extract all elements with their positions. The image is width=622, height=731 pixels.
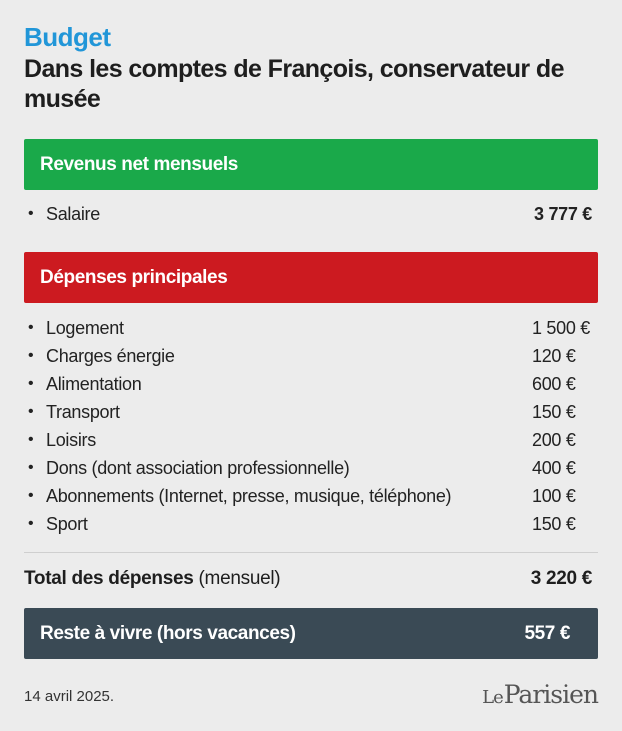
headline: Dans les comptes de François, conservateur de musée [24,55,564,113]
remainder-amount: 557 € [524,622,570,644]
expense-row [24,398,598,426]
total-row [24,564,598,594]
remainder-bar [24,608,598,659]
income-amount: 3 777 € [534,203,592,224]
expense-amount: 600 € [532,373,576,394]
expense-label: Dons (dont association professionnelle) [46,457,350,478]
kicker: Budget [24,22,111,52]
expense-label: Abonnements (Internet, presse, musique, téléphone) [46,485,452,506]
bullet-icon: • [28,487,34,504]
expense-amount: 150 € [532,401,576,422]
expense-label: Transport [46,401,120,422]
expense-label: Alimentation [46,373,142,394]
divider [24,552,598,553]
expense-amount: 1 500 € [532,317,590,338]
expenses-title: Dépenses principales [40,266,228,288]
logo-name: Parisien [503,680,598,709]
logo-le: Le [482,687,503,708]
bullet-icon: • [28,319,34,336]
expense-row [24,342,598,370]
expense-amount: 100 € [532,485,576,506]
total-sublabel: (mensuel) [198,568,281,589]
expense-label: Sport [46,513,88,534]
expense-row [24,510,598,538]
expense-row [24,314,598,342]
expense-row [24,454,598,482]
income-row-salary [24,200,598,228]
expense-label: Logement [46,317,124,338]
bullet-icon: • [28,205,34,222]
total-label: Total des dépenses [24,568,194,589]
remainder-label: Reste à vivre (hors vacances) [40,622,296,644]
bullet-icon: • [28,375,34,392]
income-section-header [24,139,598,190]
expense-amount: 150 € [532,513,576,534]
expense-row [24,370,598,398]
expense-amount: 400 € [532,457,576,478]
bullet-icon: • [28,403,34,420]
expense-label: Charges énergie [46,345,175,366]
le-parisien-logo [482,680,598,709]
bullet-icon: • [28,431,34,448]
expense-row [24,482,598,510]
footer-date: 14 avril 2025. [24,688,115,705]
bullet-icon: • [28,347,34,364]
expense-amount: 120 € [532,345,576,366]
expense-label: Loisirs [46,429,96,450]
income-title: Revenus net mensuels [40,153,238,175]
bullet-icon: • [28,515,34,532]
expense-amount: 200 € [532,429,576,450]
bullet-icon: • [28,459,34,476]
income-label: Salaire [46,203,100,224]
expense-row [24,426,598,454]
expenses-section-header [24,252,598,303]
total-amount: 3 220 € [530,568,592,589]
